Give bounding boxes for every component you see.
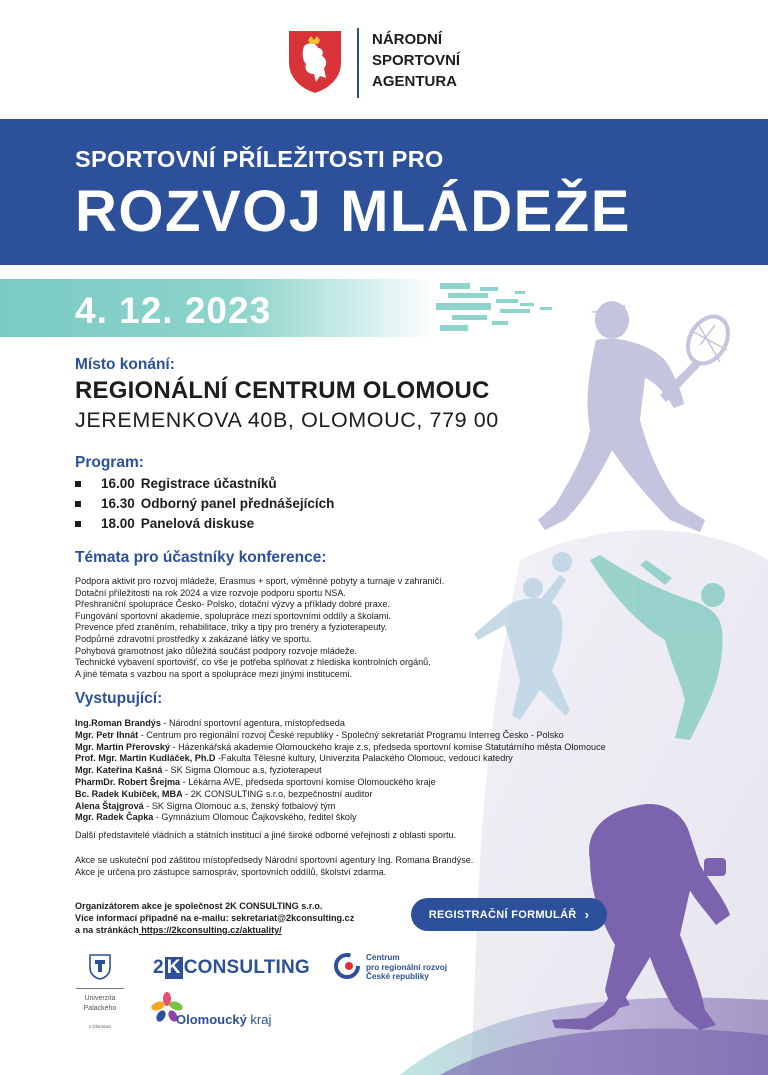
program-heading: Program: bbox=[75, 454, 144, 471]
speaker-row bbox=[75, 801, 606, 813]
topics-list bbox=[75, 576, 444, 680]
contact-email-line: Více informací případně na e-mailu: sekretariat@2kconsulting.cz bbox=[75, 913, 355, 923]
topic-line: Prevence před zraněním, rehabilitace, triky a tipy pro trenéry a fyzioterapeuty. bbox=[75, 622, 388, 633]
speaker-role: - Národní sportovní agentura, místopředseda bbox=[160, 718, 345, 728]
speaker-name: Bc. Radek Kubíček, MBA bbox=[75, 788, 183, 799]
speaker-row bbox=[75, 730, 606, 742]
program-label: Odborný panel přednášejících bbox=[140, 496, 335, 511]
speaker-role: - Házenkářská akademie Olomouckého kraje z.s, předseda sportovní komise Statutárního města Olomouce bbox=[170, 741, 606, 752]
speaker-role: - SK Sigma Olomouc a.s, fyzioterapeut bbox=[162, 765, 322, 776]
topic-line: Dotační příležitosti na rok 2024 a vize rozvoje podporu sportu NSA. bbox=[75, 587, 346, 598]
speaker-name: Mgr. Martin Přerovský bbox=[75, 741, 171, 752]
palacky-university-name bbox=[70, 994, 130, 1014]
coat-of-arms-icon bbox=[286, 28, 344, 96]
chevron-right-icon: › bbox=[584, 907, 590, 922]
speaker-row bbox=[75, 765, 606, 777]
crr-name-line1: Centrum bbox=[366, 953, 400, 962]
speaker-name: Prof. Mgr. Martin Kudláček, Ph.D bbox=[75, 753, 216, 764]
agency-name-line3: AGENTURA bbox=[372, 73, 457, 90]
patronage-notes bbox=[75, 855, 473, 878]
crr-name-line3: České republiky bbox=[366, 972, 429, 982]
speaker-role: - SK Sigma Olomouc a.s, ženský fotbalový tým bbox=[143, 800, 336, 811]
topic-line: Přeshraniční spolupráce Česko- Polsko, dotační výzvy a příklady dobré praxe. bbox=[75, 599, 390, 610]
program-label: Panelová diskuse bbox=[140, 516, 255, 531]
agency-name bbox=[372, 29, 460, 92]
program-time: 16.00 bbox=[101, 476, 135, 491]
crr-logo-icon bbox=[334, 953, 360, 979]
website-line bbox=[75, 924, 354, 936]
topic-line: Technické vybavení sportovišť, co vše je potřeba splňovat z hlediska kontrolních orgánů. bbox=[75, 657, 431, 668]
speaker-name: Ing.Roman Brandýs bbox=[75, 718, 161, 728]
topic-line: Fungování sportovní akademie, spolupráce mezi sportovními oddíly a školami. bbox=[75, 610, 391, 621]
agency-name-line1: NÁRODNÍ bbox=[372, 31, 442, 48]
speakers-list bbox=[75, 718, 606, 824]
palacky-name-line1: Univerzita bbox=[84, 995, 116, 1002]
venue-address: JEREMENKOVA 40B, OLOMOUC, 779 00 bbox=[75, 408, 499, 432]
speaker-name: Alena Štajgrová bbox=[75, 800, 144, 811]
program-list bbox=[75, 474, 334, 534]
palacky-university-city: v Olomouci bbox=[88, 1024, 112, 1029]
venue-name: REGIONÁLNÍ CENTRUM OLOMOUC bbox=[75, 377, 490, 404]
speaker-row bbox=[75, 777, 606, 789]
speaker-row bbox=[75, 742, 606, 754]
speaker-row bbox=[75, 753, 606, 765]
speaker-row bbox=[75, 789, 606, 801]
title-subheading: SPORTOVNÍ PŘÍLEŽITOSTI PRO bbox=[75, 146, 444, 172]
crr-name-line2: pro regionální rozvoj bbox=[366, 962, 447, 972]
speaker-role: - Lékárna AVE, předseda sportovní komise Olomouckého kraje bbox=[180, 776, 436, 787]
palacky-name-line2: Palackého bbox=[83, 1005, 117, 1012]
speaker-name: Mgr. Radek Čapka bbox=[75, 812, 154, 823]
program-item bbox=[75, 494, 334, 514]
speaker-name: PharmDr. Robert Šrejma bbox=[75, 776, 181, 787]
topic-line: Podpůrné zdravotní prostředky x zakázané látky ve sportu. bbox=[75, 633, 312, 644]
program-item bbox=[75, 514, 334, 534]
website-prefix: a na stránkách bbox=[75, 925, 139, 935]
2k-logo-digit: 2 bbox=[153, 957, 164, 978]
program-time: 16.30 bbox=[101, 496, 135, 511]
topics-heading: Témata pro účastníky konference: bbox=[75, 549, 327, 566]
program-time: 18.00 bbox=[101, 516, 135, 531]
crr-name bbox=[366, 953, 447, 982]
program-item bbox=[75, 474, 334, 494]
speaker-row bbox=[75, 812, 606, 824]
speaker-role: -Fakulta Tělesné kultury, Univerzita Palackého Olomouc, vedoucí katedry bbox=[215, 753, 513, 764]
page-title: ROZVOJ MLÁDEŽE bbox=[75, 179, 631, 244]
agency-name-line2: SPORTOVNÍ bbox=[372, 52, 461, 69]
other-representatives-note: Další představitelé vládních a státních institucí a jiné široké odborné veřejnosti z oblasti sportu. bbox=[75, 830, 457, 840]
audience-note: Akce je určena pro zástupce samospráv, sportovních oddílů, školství zdarma. bbox=[75, 866, 387, 877]
olomoucky-kraj-bold: Olomoucký bbox=[176, 1012, 247, 1027]
2k-logo-k: K bbox=[166, 957, 181, 978]
organizer-line: Organizátorem akce je společnost 2K CONSULTING s.r.o. bbox=[75, 901, 323, 911]
bullet-icon bbox=[75, 521, 81, 527]
topic-line: Pohybová gramotnost jako důležitá součást podpory rozvoje mládeže. bbox=[75, 645, 358, 656]
speaker-name: Mgr. Kateřina Kašná bbox=[75, 765, 163, 776]
speaker-role: - Gymnázium Olomouc Čajkovského, ředitel školy bbox=[153, 812, 357, 823]
palacky-logo-divider bbox=[76, 988, 124, 989]
bullet-icon bbox=[75, 501, 81, 507]
event-date: 4. 12. 2023 bbox=[75, 290, 272, 331]
speaker-role: - 2K CONSULTING s.r.o, bezpečnostní auditor bbox=[182, 788, 373, 799]
2k-consulting-logo bbox=[153, 957, 310, 979]
program-label: Registrace účastníků bbox=[140, 476, 277, 491]
2k-logo-word: CONSULTING bbox=[183, 957, 310, 978]
topic-line: Podpora aktivit pro rozvoj mládeže, Erasmus + sport, výměnné pobyty a turnaje v zahraničí. bbox=[75, 576, 445, 586]
bullet-icon bbox=[75, 481, 81, 487]
olomoucky-kraj-name bbox=[176, 1012, 271, 1027]
speaker-name: Mgr. Petr Ihnát bbox=[75, 729, 139, 740]
palacky-university-logo-icon bbox=[89, 954, 111, 980]
olomoucky-kraj-light: kraj bbox=[246, 1012, 272, 1027]
speakers-heading: Vystupující: bbox=[75, 690, 163, 707]
logo-divider bbox=[357, 28, 359, 98]
speaker-role: - Centrum pro regionální rozvoj České republiky - Společný sekretariát Programu Interreg Česko - Polsko bbox=[138, 729, 564, 740]
registration-form-button[interactable] bbox=[411, 898, 607, 931]
patronage-note: Akce se uskuteční pod záštitou místopředsedy Národní sportovní agentury Ing. Romana Brandýse. bbox=[75, 855, 474, 865]
topic-line: A jiné témata s vazbou na sport a spolupráce mezi jinými institucemi. bbox=[75, 668, 352, 679]
speaker-row bbox=[75, 718, 606, 730]
organizer-info bbox=[75, 900, 354, 936]
registration-form-label: REGISTRAČNÍ FORMULÁŘ bbox=[428, 908, 577, 921]
venue-heading: Místo konání: bbox=[75, 356, 175, 373]
website-link[interactable]: https://2kconsulting.cz/aktuality/ bbox=[138, 925, 282, 935]
